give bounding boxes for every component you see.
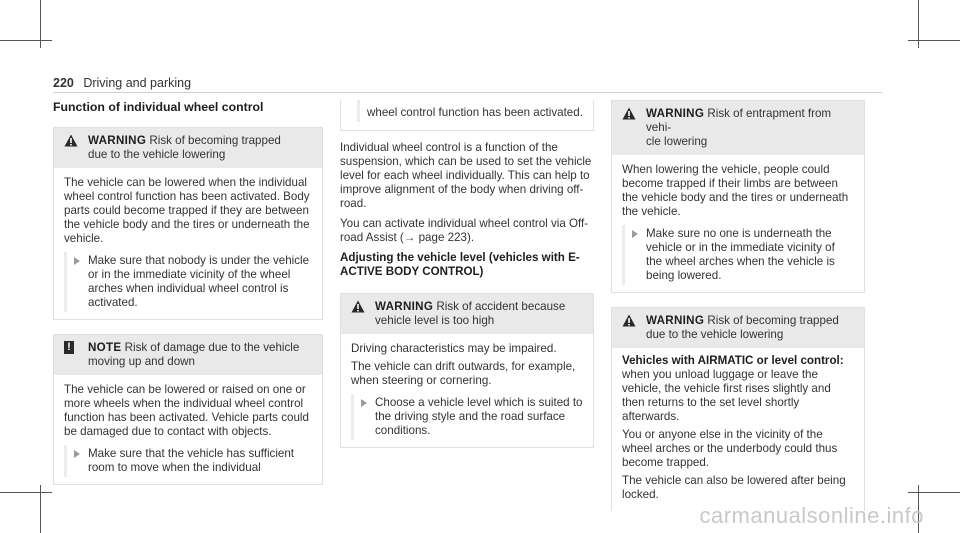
action-bar bbox=[357, 100, 360, 122]
warning-text: Driving characteristics may be impaired. bbox=[351, 342, 557, 355]
column-1 bbox=[53, 100, 323, 485]
subheading: Adjusting the vehicle level (vehicles with E-ACTIVE BODY CONTROL) bbox=[340, 251, 580, 278]
warning-triangle-icon bbox=[64, 134, 78, 147]
warning-title-cont: vehicle level is too high bbox=[375, 314, 495, 327]
warning-header bbox=[54, 128, 322, 168]
section-title: Driving and parking bbox=[83, 76, 192, 90]
note-text: The vehicle can be lowered or raised on one or more wheels when the individual wheel control function has been activated. Vehicle parts could be damaged due to contact with objects. bbox=[64, 383, 309, 438]
crop-mark bbox=[908, 492, 960, 493]
paragraph: You can activate individual wheel control via Off-road Assist (→ page 223). bbox=[340, 217, 589, 244]
warning-label: WARNING bbox=[646, 107, 705, 120]
arrow-right-icon bbox=[632, 230, 638, 238]
warning-text: The vehicle can drift outwards, for example, when steering or cornering. bbox=[351, 360, 576, 387]
warning-title-cont: cle lowering bbox=[646, 135, 708, 148]
action-text: Make sure that the vehicle has sufficient room to move when the individual bbox=[88, 447, 295, 474]
warning-title: Risk of entrapment from vehi- bbox=[646, 107, 832, 134]
note-box bbox=[53, 334, 323, 485]
crop-mark bbox=[0, 40, 52, 41]
watermark: carmanualsonline.info bbox=[699, 503, 924, 528]
action-item bbox=[64, 254, 312, 310]
warning-text: When lowering the vehicle, people could become trapped if their limbs are between the vehicle body and the tires or underneath the vehicle. bbox=[622, 163, 849, 218]
warning-box bbox=[340, 293, 594, 448]
warning-box bbox=[53, 127, 323, 320]
action-bar bbox=[64, 252, 67, 312]
arrow-right-icon bbox=[74, 257, 80, 265]
column-3 bbox=[611, 100, 865, 511]
action-bar bbox=[64, 445, 67, 477]
action-bar bbox=[351, 394, 354, 440]
warning-body bbox=[54, 168, 322, 319]
warning-label: WARNING bbox=[646, 314, 705, 327]
warning-header bbox=[341, 294, 593, 334]
warning-triangle-icon bbox=[622, 314, 636, 327]
warning-text: You or anyone else in the vicinity of the wheel arches or the underbody could thus become trapped. bbox=[622, 428, 838, 469]
arrow-right-icon bbox=[74, 450, 80, 458]
note-title: Risk of damage due to the vehicle bbox=[124, 341, 300, 354]
note-header bbox=[54, 335, 322, 375]
crop-mark bbox=[0, 492, 52, 493]
warning-title: Risk of accident because bbox=[436, 300, 566, 313]
subheading: Vehicles with AIRMATIC or level control: bbox=[622, 354, 844, 367]
crop-mark bbox=[908, 40, 960, 41]
exclamation-icon: ! bbox=[64, 341, 74, 354]
action-item bbox=[622, 227, 854, 283]
warning-text: The vehicle can be lowered when the individual wheel control function has been activated. Body parts could become trapped if they are between the vehicle body and the tires or underneath the vehicle. bbox=[64, 176, 310, 245]
paragraph: Individual wheel control is a function of the suspension, which can be used to set the vehicle level for each wheel individually. This can help to improve alignment of the body when driving off-road. bbox=[340, 141, 592, 210]
action-bar bbox=[622, 225, 625, 285]
note-title-cont: moving up and down bbox=[88, 355, 195, 368]
warning-title: Risk of becoming trapped bbox=[149, 134, 281, 147]
warning-triangle-icon bbox=[622, 107, 636, 120]
warning-title: Risk of becoming trapped bbox=[707, 314, 839, 327]
warning-title-cont: due to the vehicle lowering bbox=[88, 148, 226, 161]
action-item bbox=[64, 447, 312, 475]
note-body bbox=[54, 375, 322, 484]
action-text: Choose a vehicle level which is suited to the driving style and the road surface conditions. bbox=[375, 396, 583, 437]
column-2 bbox=[340, 100, 594, 448]
warning-title-cont: due to the vehicle lowering bbox=[646, 328, 784, 341]
warning-body bbox=[612, 348, 864, 511]
header-divider bbox=[53, 92, 882, 93]
warning-triangle-icon bbox=[351, 300, 365, 313]
warning-header bbox=[612, 308, 864, 348]
action-text: Make sure no one is underneath the vehicle or in the immediate vicinity of the wheel arches when the vehicle is being lowered. bbox=[646, 227, 835, 282]
arrow-right-icon bbox=[361, 399, 367, 407]
action-text: Make sure that nobody is under the vehicle or in the immediate vicinity of the wheel arches when individual wheel control is activated. bbox=[88, 254, 310, 309]
warning-box bbox=[611, 307, 865, 511]
page-header bbox=[53, 76, 191, 90]
continuation-text: wheel control function has been activated. bbox=[367, 106, 583, 119]
action-item bbox=[351, 396, 583, 438]
warning-label: WARNING bbox=[88, 134, 147, 147]
note-continuation bbox=[340, 100, 594, 131]
warning-text: The vehicle can also be lowered after being locked. bbox=[622, 474, 846, 501]
warning-body bbox=[612, 155, 864, 292]
warning-header bbox=[612, 101, 864, 155]
section-heading: Function of individual wheel control bbox=[53, 100, 264, 114]
note-label: NOTE bbox=[88, 341, 122, 354]
warning-label: WARNING bbox=[375, 300, 434, 313]
page-number: 220 bbox=[53, 76, 74, 90]
warning-body bbox=[341, 334, 593, 447]
warning-text: when you unload luggage or leave the vehicle, the vehicle first rises slightly and then returns to the set level shortly afterwards. bbox=[622, 368, 831, 423]
warning-box bbox=[611, 100, 865, 293]
